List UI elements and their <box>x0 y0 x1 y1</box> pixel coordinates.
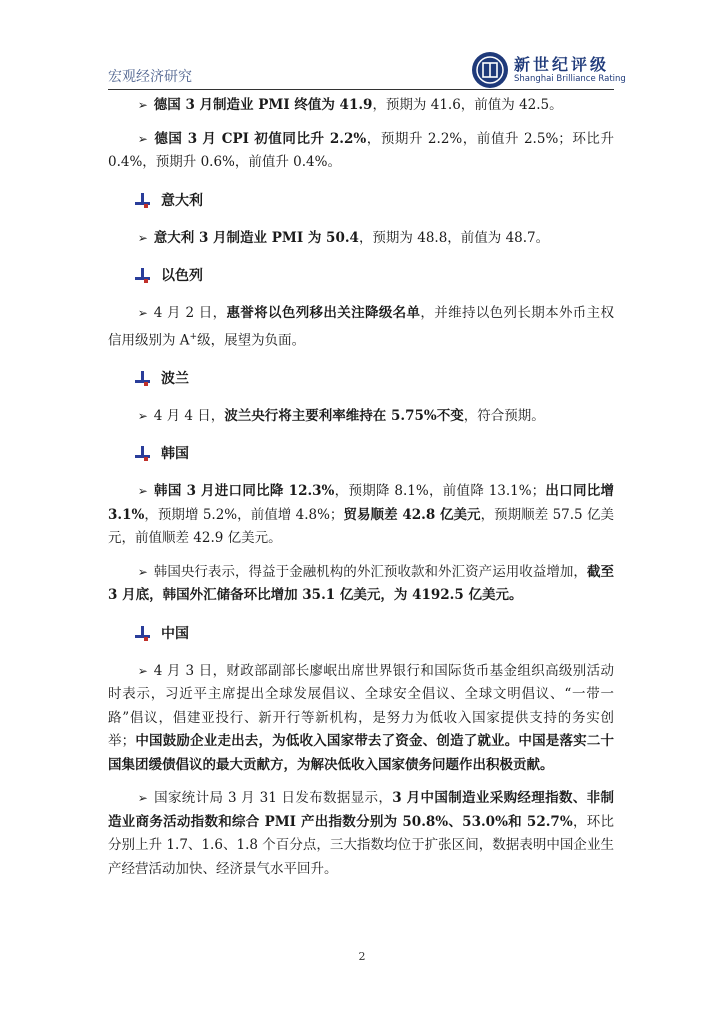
brand-logo <box>470 50 630 90</box>
bold-text: 出口同比增 3.1% <box>108 483 615 523</box>
bold-text: 中国鼓励企业走出去，为低收入国家带去了资金、创造了就业。中国是落实二十国集团缓债倡议的最大贡献方，为解决低收入国家债务问题作出积极贡献。 <box>108 733 615 773</box>
superscript-text: + <box>189 331 198 342</box>
heading-poland <box>108 367 614 391</box>
israel-rating-item <box>108 302 614 353</box>
heading-marker-icon <box>135 268 151 284</box>
bold-text: 韩国 3 月进口同比降 12.3% <box>153 483 335 499</box>
heading-marker-icon <box>135 626 151 642</box>
bold-text: 3 月中国制造业采购经理指数、非制造业商务活动指数和综合 PMI 产出指数分别为 50.8%、53.0%和 52.7% <box>108 790 614 830</box>
germany-pmi-item <box>108 94 614 118</box>
heading-text: 中国 <box>161 625 189 642</box>
bold-text: 截至 3 月底，韩国外汇储备环比增加 35.1 亿美元，为 4192.5 亿美元。 <box>108 563 615 603</box>
plain-text: ，预期顺差 57.5 亿美元，前值顺差 42.9 亿美元。 <box>108 506 614 546</box>
plain-text: ，预期为 48.8，前值为 48.7。 <box>358 229 550 246</box>
heading-marker-icon <box>135 193 151 209</box>
plain-text: 4 月 3 日，财政部副部长廖岷出席世界银行和国际货币基金组织高级别活动时表示，习近平主席提出全球发展倡议、全球安全倡议、全球文明倡议、“一带一路”倡议，倡建亚投行、新开行等新机构，是努力为低收入国家提供支持的务实创举； <box>108 662 614 749</box>
heading-italy <box>108 189 614 213</box>
plain-text: 4 月 4 日， <box>153 407 225 424</box>
bullet-arrow-icon: ➢ <box>137 408 148 423</box>
bullet-arrow-icon: ➢ <box>137 98 148 112</box>
germany-cpi-item <box>108 128 614 175</box>
heading-marker-icon <box>135 371 151 387</box>
italy-pmi-item <box>108 227 614 251</box>
korea-reserves-item <box>108 561 614 608</box>
section-title: 宏观经济研究 <box>108 69 192 85</box>
poland-rate-item <box>108 405 614 429</box>
plain-text: ，符合预期。 <box>463 407 545 424</box>
plain-text: 级，展望为负面。 <box>197 332 306 348</box>
heading-text: 意大利 <box>161 192 203 209</box>
header-rule <box>108 89 614 90</box>
heading-korea <box>108 442 614 466</box>
heading-marker-icon <box>135 446 151 462</box>
bullet-arrow-icon: ➢ <box>137 663 148 678</box>
bullet-arrow-icon: ➢ <box>137 791 148 805</box>
bold-text: 贸易顺差 42.8 亿美元 <box>343 506 481 523</box>
plain-text: ，预期降 8.1%，前值降 13.1%； <box>334 483 546 499</box>
heading-china <box>108 622 614 646</box>
plain-text: ，环比分别上升 1.7、1.6、1.8 个百分点，三大指数均位于扩张区间，数据表明中国企业生产经营活动加快、经济景气水平回升。 <box>108 813 614 877</box>
bullet-arrow-icon: ➢ <box>137 306 148 320</box>
korea-trade-item <box>108 480 614 551</box>
bullet-arrow-icon: ➢ <box>137 230 148 245</box>
bullet-arrow-icon: ➢ <box>137 564 148 579</box>
bold-text: 惠誉将以色列移出关注降级名单 <box>226 305 421 321</box>
plain-text: 韩国央行表示，得益于金融机构的外汇预收款和外汇资产运用收益增加， <box>153 563 587 580</box>
plain-text: ，预期升 2.2%，前值升 2.5%；环比升 0.4%，预期升 0.6%，前值升 0.4%。 <box>108 130 614 170</box>
plain-text: ，预期为 41.6，前值为 42.5。 <box>372 97 563 113</box>
document-body <box>108 94 614 881</box>
bold-text: 波兰央行将主要利率维持在 5.75%不变 <box>224 407 464 424</box>
heading-israel <box>108 264 614 288</box>
plain-text: 国家统计局 3 月 31 日发布数据显示， <box>153 790 393 806</box>
heading-text: 以色列 <box>161 268 203 284</box>
bold-text: 意大利 3 月制造业 PMI 为 50.4 <box>153 229 359 246</box>
bold-text: 德国 3 月制造业 PMI 终值为 41.9 <box>153 97 373 113</box>
heading-text: 波兰 <box>161 370 189 387</box>
plain-text: ，并维持以色列长期本外币主权信用级别为 A <box>108 305 615 348</box>
page-number: 2 <box>358 950 366 963</box>
bullet-arrow-icon: ➢ <box>137 484 148 498</box>
bullet-arrow-icon: ➢ <box>137 131 148 146</box>
logo-emblem-icon <box>470 50 510 90</box>
plain-text: 4 月 2 日， <box>153 305 227 321</box>
logo-cn-text: 新世纪评级 <box>514 55 610 74</box>
bold-text: 德国 3 月 CPI 初值同比升 2.2% <box>153 130 367 147</box>
china-pmi-item <box>108 787 614 881</box>
page-header <box>0 0 724 92</box>
logo-en-text: Shanghai Brilliance Rating <box>514 74 626 84</box>
heading-text: 韩国 <box>161 446 189 462</box>
china-finance-item <box>108 660 614 778</box>
plain-text: ，预期增 5.2%，前值增 4.8%； <box>144 506 344 523</box>
